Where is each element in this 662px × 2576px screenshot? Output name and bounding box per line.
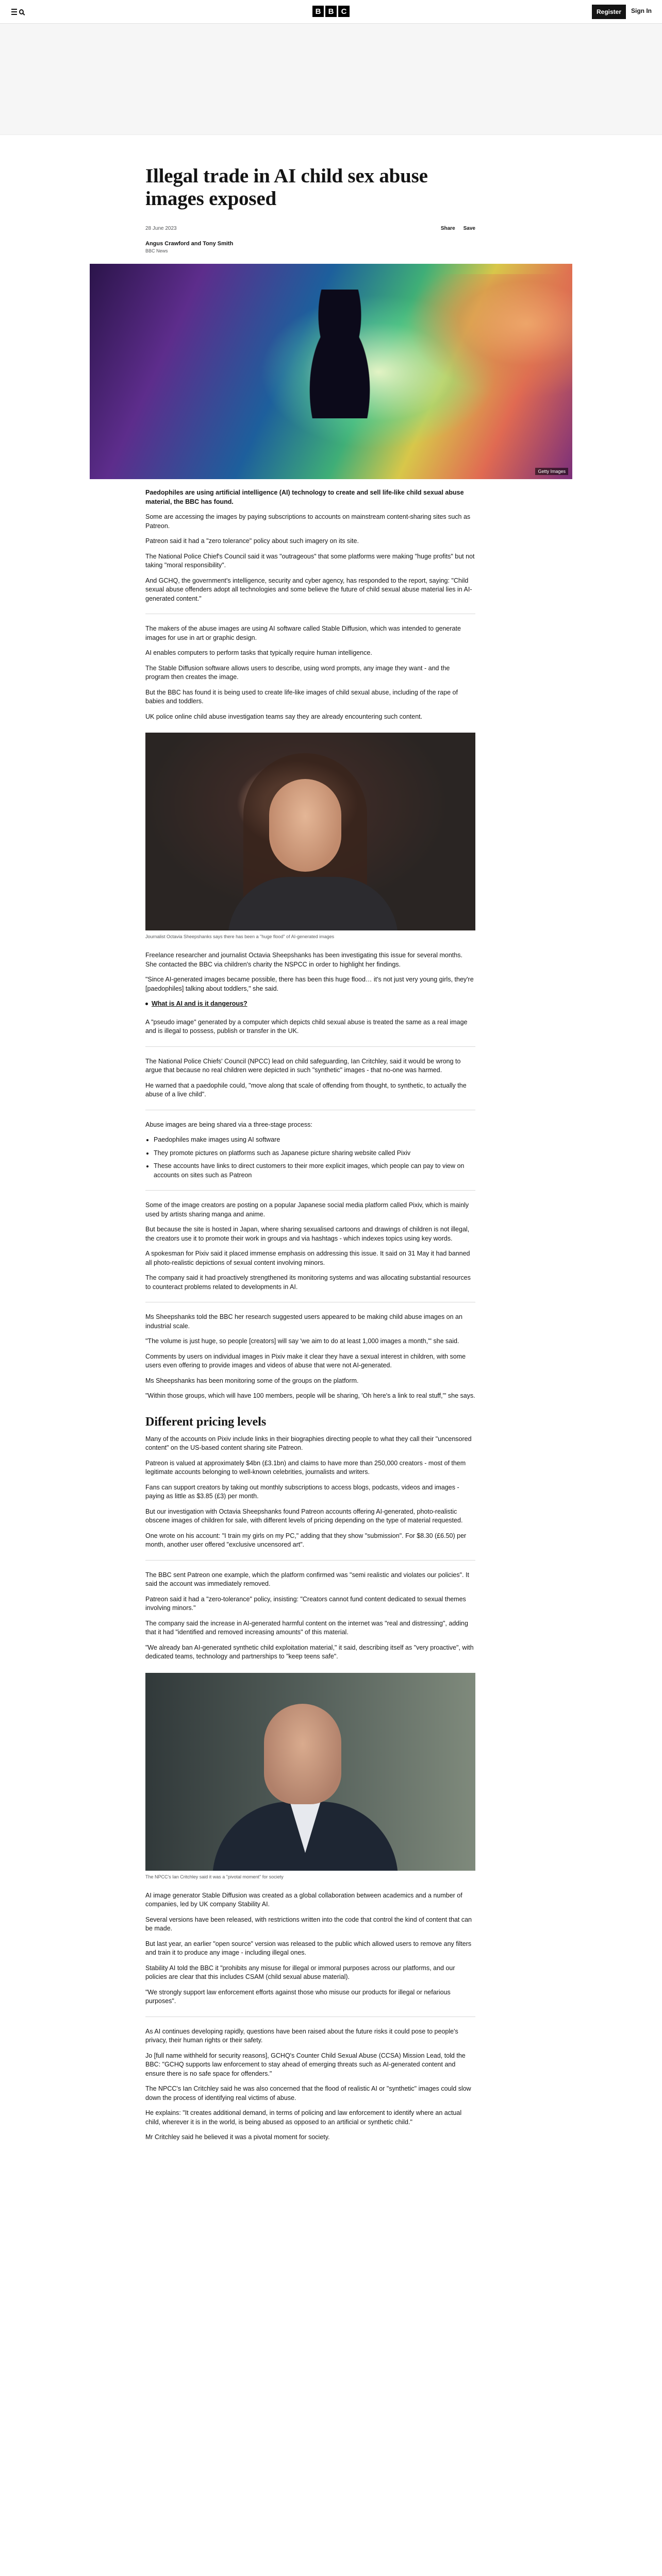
- photo-caption: Journalist Octavia Sheepshanks says there has been a "huge flood" of AI-generated images: [145, 934, 335, 939]
- list-item: • These accounts have links to direct customers to their more explicit images, which people can pay to view on accounts on sites such as Patreon: [154, 1162, 475, 1180]
- paragraph: Patreon said it had a "zero-tolerance" policy, insisting: "Creators cannot fund content dedicated to sexual themes involving minors.": [145, 1595, 466, 1612]
- hero-image-credit: Getty Images: [535, 468, 568, 475]
- paragraph: But the BBC has found it is being used to create life-like images of child sexual abuse, including of the rape of babies and toddlers.: [145, 688, 458, 705]
- hero-image-hand: [407, 274, 572, 398]
- article-header: [145, 165, 475, 253]
- paragraph: The company said the increase in AI-generated harmful content on the internet was "real and distressing", adding that it had "identified and removed increasing amounts" of this material.: [145, 1619, 468, 1636]
- hamburger-icon[interactable]: [11, 9, 17, 15]
- article-meta: [145, 226, 475, 231]
- paragraph: But last year, an earlier "open source" version was released to the public which allowed users to remove any filters and train it to produce any image - including illegal ones.: [145, 1940, 472, 1956]
- paragraph: AI image generator Stable Diffusion was created as a global collaboration between academics and a number of companies, led by UK company Stability AI.: [145, 1891, 462, 1908]
- bbc-logo[interactable]: [312, 6, 350, 17]
- paragraph: But our investigation with Octavia Sheepshanks found Patreon accounts offering AI-generated, photo-realistic obscene images of children for sale, with different levels of pricing depending on the type of material requested.: [145, 1507, 463, 1524]
- paragraph: Patreon said it had a "zero tolerance" policy about such imagery on its site.: [145, 537, 359, 545]
- paragraph: A spokesman for Pixiv said it placed immense emphasis on addressing this issue. It said on 31 May it had banned all photo-realistic depictions of sexual content involving minors.: [145, 1250, 470, 1266]
- share-button[interactable]: Share: [440, 226, 455, 231]
- menu-icon[interactable]: [11, 6, 24, 18]
- paragraph: UK police online child abuse investigation teams say they are already encountering such content.: [145, 713, 423, 720]
- paragraph: Mr Critchley said he believed it was a pivotal moment for society.: [145, 2133, 330, 2141]
- article-headline: Illegal trade in AI child sex abuse images exposed: [145, 165, 428, 210]
- section-divider: [145, 1190, 475, 1191]
- save-button[interactable]: Save: [463, 226, 475, 231]
- paragraph: The National Police Chiefs' Council (NPCC) lead on child safeguarding, Ian Critchley, said it would be wrong to argue that because no real children were depicted in such "synthetic" images - that no-one was harmed.: [145, 1057, 461, 1074]
- paragraph: Fans can support creators by taking out monthly subscriptions to access blogs, podcasts, videos and images - paying as little as $3.85 (£3) per month.: [145, 1483, 459, 1500]
- paragraph: "The volume is just huge, so people [creators] will say 'we aim to do at least 1,000 images a month,'" she said.: [145, 1337, 459, 1345]
- paragraph: Some of the image creators are posting on a popular Japanese social media platform called Pixiv, which is mainly used by artists sharing manga and anime.: [145, 1201, 469, 1218]
- photo-detail: [264, 1704, 341, 1804]
- search-icon[interactable]: [19, 9, 24, 14]
- photo-caption: The NPCC's Ian Critchley said it was a "pivotal moment" for society: [145, 1874, 284, 1879]
- paragraph: Ms Sheepshanks told the BBC her research suggested users appeared to be making child abuse images on an industrial scale.: [145, 1313, 462, 1330]
- paragraph: The Stable Diffusion software allows users to describe, using word prompts, any image they want - and the program then creates the image.: [145, 664, 450, 681]
- process-intro: Abuse images are being shared via a three-stage process:: [145, 1121, 312, 1128]
- paragraph: The BBC sent Patreon one example, which the platform confirmed was "semi realistic and violates our policies". It said the account was immediately removed.: [145, 1571, 469, 1587]
- advertisement-area: [0, 24, 662, 135]
- bullet-icon: [145, 1003, 148, 1005]
- section-divider: [145, 1560, 475, 1561]
- list-item: • They promote pictures on platforms such as Japanese picture sharing website called Pixiv: [154, 1149, 475, 1158]
- process-list: [154, 1136, 475, 1180]
- section-divider: [145, 2016, 475, 2017]
- byline-authors: Angus Crawford and Tony Smith: [145, 241, 234, 247]
- subheading: Different pricing levels: [145, 1415, 267, 1429]
- paragraph: Some are accessing the images by paying subscriptions to accounts on mainstream content-sharing sites such as Patreon.: [145, 513, 471, 530]
- hero-image-child-silhouette: [296, 290, 384, 418]
- article-body: [145, 488, 475, 2142]
- share-save-controls: [441, 226, 475, 231]
- sign-in-link[interactable]: Sign In: [631, 7, 652, 14]
- related-link-item: [145, 999, 475, 1009]
- photo-detail: [269, 779, 341, 872]
- photo-octavia-sheepshanks: [145, 733, 475, 930]
- paragraph: One wrote on his account: "I train my girls on my PC," adding that they show "submission". For $8.30 (£6.50) per month, another user offered "exclusive uncensored art".: [145, 1532, 467, 1548]
- paragraph: "We already ban AI-generated synthetic child exploitation material," it said, describing itself as "very proactive", with dedicated teams, technology and partnerships to "keep teens safe".: [145, 1643, 474, 1660]
- register-button[interactable]: Register: [592, 5, 626, 19]
- paragraph: Comments by users on individual images in Pixiv make it clear they have a sexual interest in children, with some users even offering to provide images and videos of abuse that were not AI-generated.: [145, 1352, 466, 1369]
- related-link[interactable]: What is AI and is it dangerous?: [152, 1000, 247, 1007]
- paragraph: Several versions have been released, with restrictions written into the code that control the kind of content that can be made.: [145, 1916, 472, 1932]
- article-date: 28 June 2023: [145, 226, 177, 231]
- paragraph: And GCHQ, the government's intelligence, security and cyber agency, has responded to the report, saying: "Child sexual abuse offenders adopt all technologies and some believe the future of child sexual abuse material lies in AI-generated content.": [145, 577, 472, 602]
- paragraph: The makers of the abuse images are using AI software called Stable Diffusion, which was intended to generate images for use in art or graphic design.: [145, 625, 461, 641]
- paragraph: "Within those groups, which will have 100 members, people will be sharing, 'Oh here's a link to real stuff,'" she says.: [145, 1392, 475, 1399]
- list-item: • Paedophiles make images using AI software: [154, 1136, 475, 1145]
- article-lead: Paedophiles are using artificial intelligence (AI) technology to create and sell life-like child sexual abuse material, the BBC has found.: [145, 489, 464, 505]
- paragraph: A "pseudo image" generated by a computer which depicts child sexual abuse is treated the same as a real image and is illegal to possess, publish or transfer in the UK.: [145, 1018, 468, 1035]
- paragraph: The NPCC's Ian Critchley said he was also concerned that the flood of realistic AI or "synthetic" images could slow down the process of identifying real victims of abuse.: [145, 2085, 471, 2102]
- photo-ian-critchley: [145, 1673, 475, 1871]
- paragraph: "We strongly support law enforcement efforts against those who misuse our products for illegal or nefarious purposes".: [145, 1988, 451, 2005]
- paragraph: He warned that a paedophile could, "move along that scale of offending from thought, to synthetic, to actually the abuse of a live child".: [145, 1081, 467, 1098]
- paragraph: Jo [full name withheld for security reasons], GCHQ's Counter Child Sexual Abuse (CCSA) Mission Lead, told the BBC: "GCHQ supports law enforcement to stay ahead of emerging threats such as AI-generated content and ensure there is no safe space for offenders.": [145, 2052, 466, 2077]
- paragraph: Many of the accounts on Pixiv include links in their biographies directing people to what they call their "uncensored content" on the US-based content sharing site Patreon.: [145, 1435, 472, 1451]
- logo-letter: B: [312, 6, 324, 17]
- paragraph: He explains: "It creates additional demand, in terms of policing and law enforcement to identify where an actual child, wherever it is in the world, is being abused as opposed to an artificial or synthetic child.": [145, 2109, 462, 2126]
- top-navigation-bar: [0, 0, 662, 24]
- logo-letter: B: [325, 6, 337, 17]
- paragraph: The National Police Chief's Council said it was "outrageous" that some platforms were making "huge profits" but not taking "moral responsibility".: [145, 552, 475, 569]
- byline-organisation: BBC News: [145, 248, 168, 253]
- hero-image: [90, 264, 572, 479]
- paragraph: As AI continues developing rapidly, questions have been raised about the future risks it could pose to people's privacy, their human rights or their safety.: [145, 2027, 458, 2044]
- byline: [145, 241, 475, 253]
- logo-letter: C: [338, 6, 350, 17]
- paragraph: "Since AI-generated images became possible, there has been this huge flood… it's not just very young girls, they're [paedophiles] talking about toddlers," she said.: [145, 976, 474, 992]
- paragraph: But because the site is hosted in Japan, where sharing sexualised cartoons and drawings of children is not illegal, the creators use it to promote their work in groups and via hashtags - which indexes topics using key words.: [145, 1226, 470, 1242]
- section-divider: [145, 1046, 475, 1047]
- paragraph: Ms Sheepshanks has been monitoring some of the groups on the platform.: [145, 1377, 359, 1384]
- paragraph: Freelance researcher and journalist Octavia Sheepshanks has been investigating this issue for several months. She contacted the BBC via children's charity the NSPCC in order to highlight her findings.: [145, 952, 462, 968]
- paragraph: Patreon is valued at approximately $4bn (£3.1bn) and claims to have more than 250,000 creators - most of them legitimate accounts belonging to well-known celebrities, journalists and writers.: [145, 1459, 466, 1476]
- paragraph: AI enables computers to perform tasks that typically require human intelligence.: [145, 649, 372, 656]
- paragraph: The company said it had proactively strengthened its monitoring systems and was allocating substantial resources to counteract problems related to developments in AI.: [145, 1274, 471, 1291]
- paragraph: Stability AI told the BBC it "prohibits any misuse for illegal or immoral purposes across our platforms, and our policies are clear that this includes CSAM (child sexual abuse material).: [145, 1964, 455, 1980]
